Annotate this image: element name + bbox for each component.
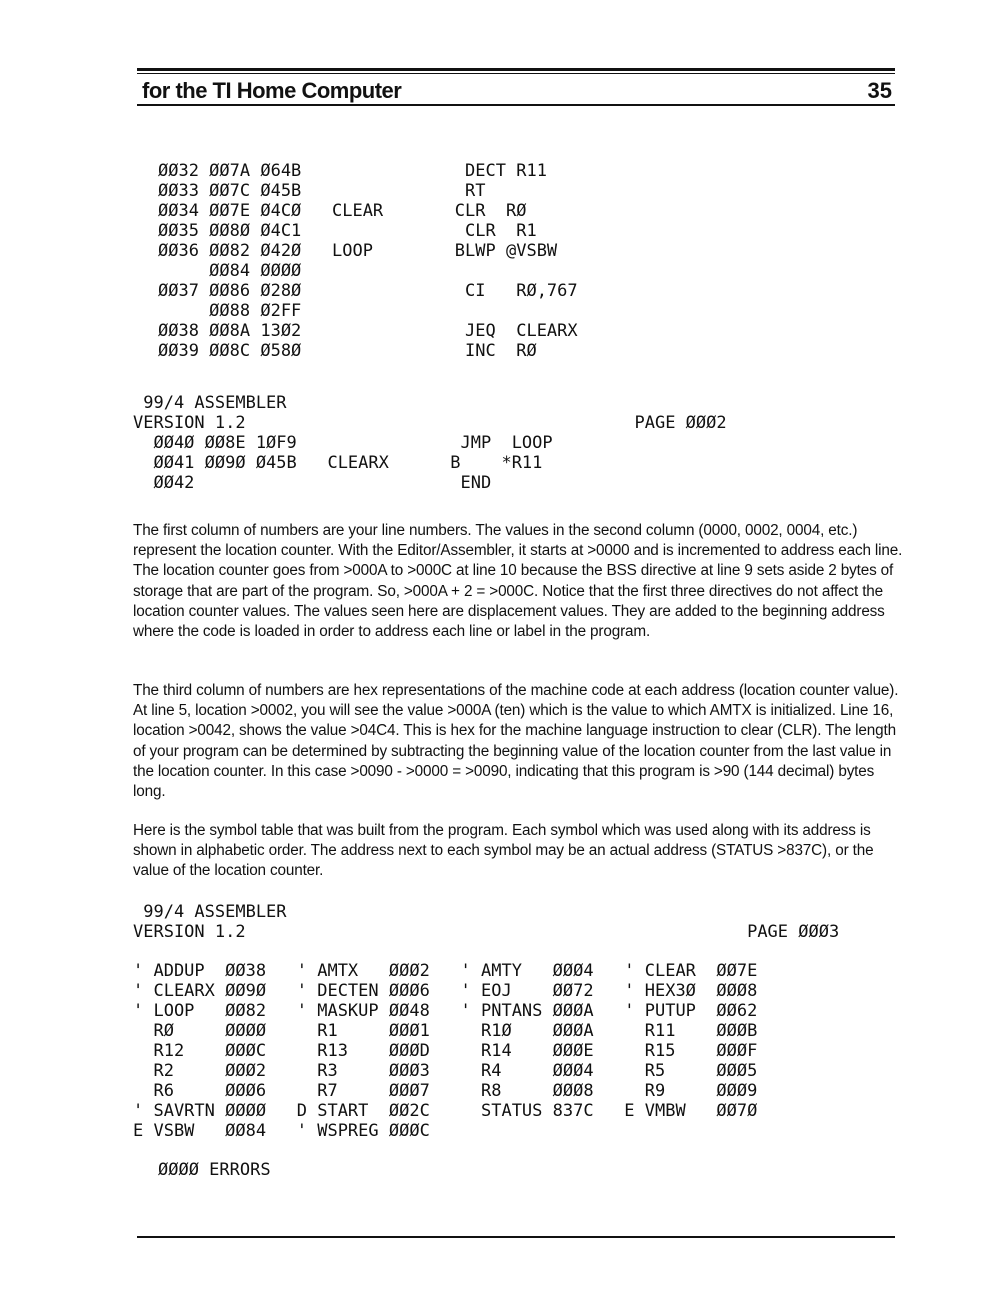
paragraph-symbol-table: Here is the symbol table that was built from the program. Each symbol which was used along with its address is shown in alphabetic order. The address next to each symbol may be an actual address (STATUS >837C), or the value of the location counter.: [133, 822, 874, 880]
assembly-listing-page2: [133, 393, 727, 493]
listing-line: VERSION 1.2 PAGE ØØØ2: [133, 413, 727, 433]
listing-line: ØØ41 ØØ9Ø Ø45B CLEARX B *R11: [133, 453, 543, 473]
listing-line: ØØ84 ØØØØ: [158, 261, 302, 281]
listing-line: 99/4 ASSEMBLER: [133, 393, 287, 413]
listing-line: ØØ4Ø ØØ8E 1ØF9 JMP LOOP: [133, 433, 553, 453]
footer-rule: [137, 1236, 895, 1238]
symbol-table-row: ' SAVRTN ØØØØ D START ØØ2C STATUS 837C E VMBW ØØ7Ø: [133, 1101, 758, 1121]
listing-line: ØØ34 ØØ7E Ø4CØ CLEAR CLR RØ: [158, 201, 527, 221]
header-rule-bottom: [137, 104, 895, 106]
page-number: 35: [867, 78, 892, 103]
listing-line: ØØ37 ØØ86 Ø28Ø CI RØ,767: [158, 281, 578, 301]
listing-header-line: 99/4 ASSEMBLER: [133, 902, 287, 922]
listing-line: ØØ32 ØØ7A Ø64B DECT R11: [158, 161, 547, 181]
assembly-listing-page3-header: [133, 902, 839, 942]
listing-line: ØØ38 ØØ8A 13Ø2 JEQ CLEARX: [158, 321, 578, 341]
symbol-table-row: R12 ØØØC R13 ØØØD R14 ØØØE R15 ØØØF: [133, 1041, 758, 1061]
symbol-table-row: ' ADDUP ØØ38 ' AMTX ØØØ2 ' AMTY ØØØ4 ' CLEAR ØØ7E: [133, 961, 758, 981]
listing-line: ØØ39 ØØ8C Ø58Ø INC RØ: [158, 341, 537, 361]
listing-line: ØØ42 END: [133, 473, 492, 493]
paragraph-machine-code: The third column of numbers are hex representations of the machine code at each address (location counter value). At line 5, location >0002, you will see the value >000A (ten) which is the value to which AMTX is initialized. Line 16, location >0042, shows the value >04C4. This is hex for the machine language instruction to clear (CLR). The length of your program can be determined by subtracting the beginning value of the location counter from the last value in the location counter. In this case >0090 - >0000 = >0090, indicating that this program is >90 (144 decimal) bytes long.: [133, 682, 899, 801]
header-rule-thin: [137, 73, 895, 74]
listing-header-line: VERSION 1.2 PAGE ØØØ3: [133, 922, 840, 942]
header-rule-top: [137, 68, 895, 71]
symbol-table-row: E VSBW ØØ84 ' WSPREG ØØØC: [133, 1121, 430, 1141]
symbol-table-row: ' CLEARX ØØ9Ø ' DECTEN ØØØ6 ' EOJ ØØ72 ' HEX3Ø ØØØ8: [133, 981, 758, 1001]
symbol-table-row: ' LOOP ØØ82 ' MASKUP ØØ48 ' PNTANS ØØØA ' PUTUP ØØ62: [133, 1001, 758, 1021]
listing-line: ØØ35 ØØ8Ø Ø4C1 CLR R1: [158, 221, 537, 241]
listing-line: ØØ33 ØØ7C Ø45B RT: [158, 181, 486, 201]
errors-line: ØØØØ ERRORS: [158, 1160, 271, 1180]
listing-line: ØØ36 ØØ82 Ø42Ø LOOP BLWP @VSBW: [158, 241, 558, 261]
listing-line: ØØ88 Ø2FF: [158, 301, 302, 321]
running-header-title: for the TI Home Computer: [142, 78, 402, 103]
symbol-table: [133, 961, 757, 1141]
paragraph-location-counter: The first column of numbers are your line numbers. The values in the second column (0000, 0002, 0004, etc.) represent the location counter. With the Editor/Assembler, it starts at >0000 and is incremented to address each line. The location counter goes from >000A to >000C at line 10 because the BSS directive at line 9 sets aside 2 bytes of storage that are part of the program. So, >000A + 2 = >000C. Notice that the first three directives do not affect the location counter values. The values seen here are displacement values. They are added to the beginning address where the code is loaded in order to address each line or label in the program.: [133, 522, 903, 641]
assembly-listing-page1: [158, 161, 578, 361]
symbol-table-row: R6 ØØØ6 R7 ØØØ7 R8 ØØØ8 R9 ØØØ9: [133, 1081, 758, 1101]
symbol-table-row: RØ ØØØØ R1 ØØØ1 R1Ø ØØØA R11 ØØØB: [133, 1021, 758, 1041]
symbol-table-row: R2 ØØØ2 R3 ØØØ3 R4 ØØØ4 R5 ØØØ5: [133, 1061, 758, 1081]
